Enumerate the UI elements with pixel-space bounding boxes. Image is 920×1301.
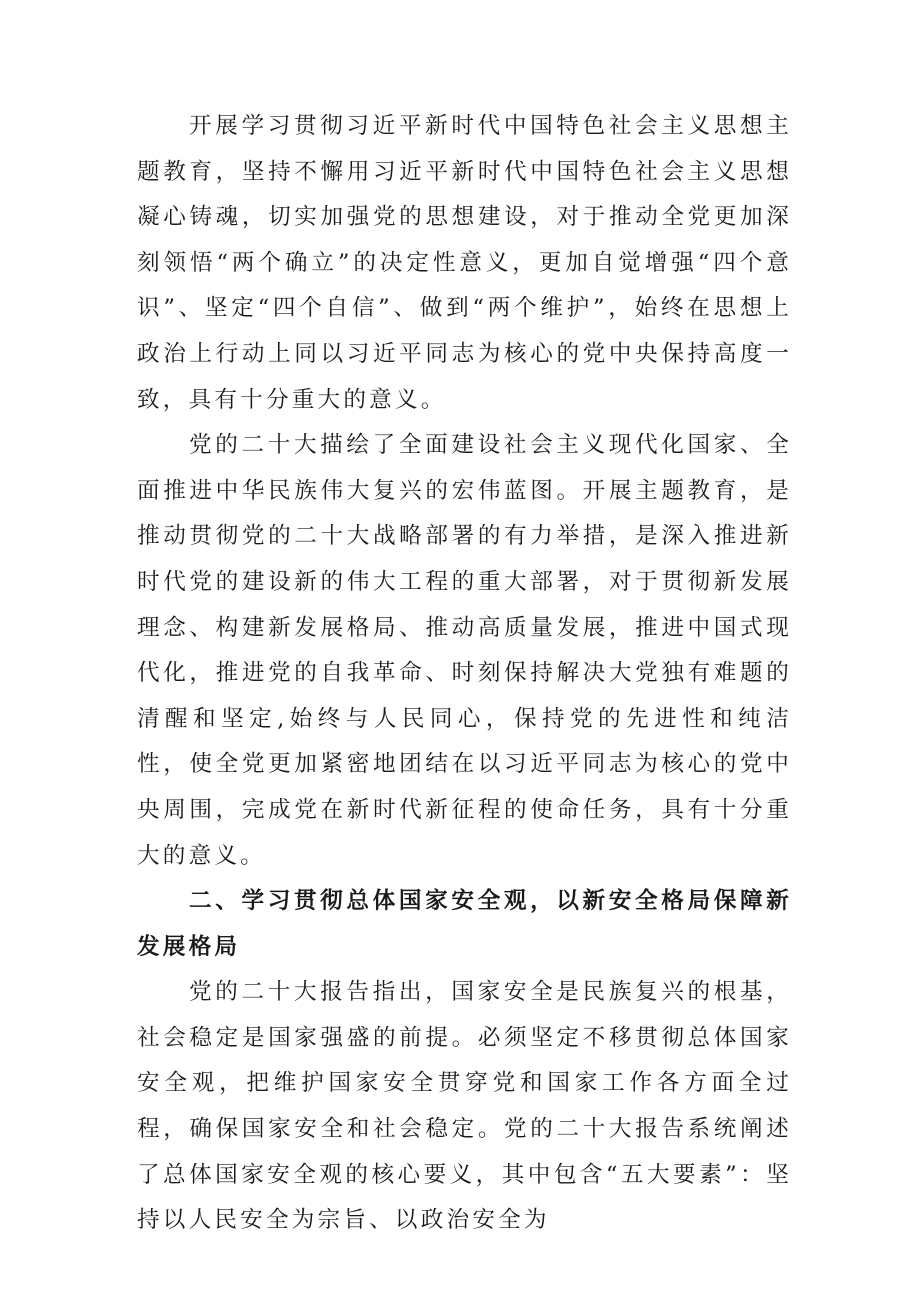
section-heading: 二、学习贯彻总体国家安全观，以新安全格局保障新发展格局 (137, 888, 792, 960)
body-paragraph-2: 党的二十大描绘了全面建设社会主义现代化国家、全面推进中华民族伟大复兴的宏伟蓝图。开展主题教育，是推动贯彻党的二十大战略部署的有力举措，是深入推进新时代党的建设新的伟大工程的重大部署，对于贯彻新发展理念、构建新发展格局、推动高质量发展，推进中国式现代化，推进党的自我革命、时刻保持解决大党独有难题的清醒和坚定,始终与人民同心，保持党的先进性和纯洁性，使全党更加紧密地团结在以习近平同志为核心的党中央周围，完成党在新时代新征程的使命任务，具有十分重大的意义。 (137, 432, 792, 869)
body-paragraph-1: 开展学习贯彻习近平新时代中国特色社会主义思想主题教育，坚持不懈用习近平新时代中国特色社会主义思想凝心铸魂，切实加强党的思想建设，对于推动全党更加深刻领悟“两个确立”的决定性意义，更加自觉增强“四个意识”、坚定“四个自信”、做到“两个维护”，始终在思想上政治上行动上同以习近平同志为核心的党中央保持高度一致，具有十分重大的意义。 (137, 113, 792, 413)
body-paragraph-3: 党的二十大报告指出，国家安全是民族复兴的根基，社会稳定是国家强盛的前提。必须坚定不移贯彻总体国家安全观，把维护国家安全贯穿党和国家工作各方面全过程，确保国家安全和社会稳定。党的二十大报告系统阐述了总体国家安全观的核心要义，其中包含“五大要素”：坚持以人民安全为宗旨、以政治安全为 (137, 979, 792, 1234)
document-page (137, 104, 792, 1244)
